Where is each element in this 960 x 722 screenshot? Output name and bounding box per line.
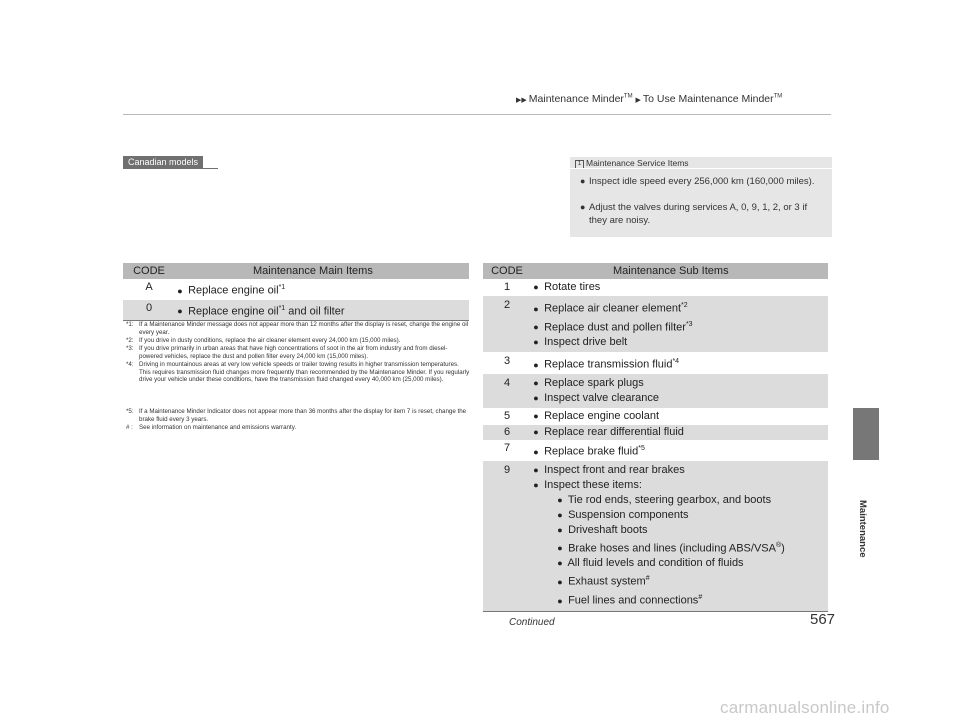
sub-items-table <box>483 263 828 612</box>
table-row: 6 ● Replace rear differential fluid <box>483 425 828 440</box>
arrow-icon: ▶ <box>635 97 641 104</box>
column-header-items: Maintenance Main Items <box>175 263 469 279</box>
header-divider <box>123 114 831 115</box>
bullet-icon: ● <box>580 176 586 186</box>
table-row: 3 ● Replace transmission fluid$^{*4}$ <box>483 352 828 374</box>
bullet-icon: ● <box>533 410 539 421</box>
column-header-code: CODE <box>483 263 531 279</box>
table-row: 4 ● Replace spark plugs ● Inspect valve clearance <box>483 374 828 408</box>
list-item: ● Replace air cleaner element$^{*2}$ <box>531 298 828 317</box>
bullet-icon: ● <box>533 479 539 490</box>
page-number: 567 <box>810 611 836 628</box>
sub-list-item: ● Driveshaft boots <box>531 523 828 538</box>
breadcrumb-part-2[interactable]: To Use Maintenance Minder <box>642 93 774 105</box>
table-row: 5 ● Replace engine coolant <box>483 408 828 425</box>
column-header-items: Maintenance Sub Items <box>531 263 828 279</box>
bullet-icon: ● <box>533 359 539 370</box>
sub-list-item: ● All fluid levels and condition of fluids <box>531 556 828 571</box>
bullet-icon: ● <box>533 392 539 403</box>
sub-list-item: ● Brake hoses and lines (including ABS/VSA®) <box>531 538 828 557</box>
bullet-icon: ● <box>557 558 563 569</box>
bullet-icon: ● <box>557 524 563 535</box>
breadcrumb-part-1[interactable]: Maintenance Minder <box>528 93 624 105</box>
section-tab-marker <box>853 408 879 460</box>
trademark-mark: TM <box>773 93 783 100</box>
region-badge: Canadian models <box>123 156 203 169</box>
bullet-icon: ● <box>557 494 563 505</box>
bullet-icon: ● <box>580 202 586 212</box>
table-row: 7 ● Replace brake fluid$^{*5}$ <box>483 440 828 461</box>
bullet-icon: ● <box>557 509 563 520</box>
note-item: ● Inspect idle speed every 256,000 km (160,000 miles). <box>580 176 815 187</box>
trademark-mark: TM <box>623 93 633 100</box>
footnote: *2: If you drive in dusty conditions, replace the air cleaner element every 24,000 km (15,000 miles). <box>126 337 401 344</box>
list-item: ● Inspect front and rear brakes <box>531 463 828 478</box>
table-row: 9 ● Inspect front and rear brakes ● Inspect these items: ● Tie rod ends, steering gearbox, and boots ● Suspension components ● Driveshaft boots ● Brake hoses and lines (including ABS/VSA®) ● All fluid levels and condition of fluids ● Exhaust system# ● Fuel lines and connections# <box>483 461 828 611</box>
row-item: ● Replace engine oil$^{*1}$ <box>175 279 469 300</box>
row-code: 0 <box>123 300 175 321</box>
bullet-icon: ● <box>533 426 539 437</box>
row-code: A <box>145 281 153 293</box>
note-divider <box>570 168 832 169</box>
main-items-table <box>123 263 469 321</box>
bullet-icon: ● <box>533 282 539 292</box>
bullet-icon: ● <box>557 595 563 606</box>
list-item: ● Replace spark plugs <box>531 376 828 391</box>
sub-list-item: ● Fuel lines and connections# <box>531 590 828 609</box>
note-icon: 1 <box>575 160 584 169</box>
footnote: *5: If a Maintenance Minder Indicator does not appear more than 36 months after the display for item 7 is reset, change the brake fluid every 3 years. <box>126 408 467 423</box>
list-item: ● Replace dust and pollen filter$^{*3}$ <box>531 317 828 336</box>
sub-list-item: ● Tie rod ends, steering gearbox, and boots <box>531 493 828 508</box>
table-row <box>123 300 469 321</box>
section-tab-label: Maintenance <box>857 500 868 558</box>
row-item: ● Replace engine oil$^{*1}$ and oil filter <box>175 300 469 321</box>
breadcrumb <box>516 93 782 105</box>
list-item: ● Inspect drive belt <box>531 335 828 350</box>
bullet-icon: ● <box>557 576 563 587</box>
footnote: *3: If you drive primarily in urban areas that have high concentrations of soot in the air from industry and from diesel-powered vehicles, replace the dust and pollen filter every 24,000 km (15,000 miles). <box>126 345 448 360</box>
bullet-icon: ● <box>533 377 539 388</box>
bullet-icon: ● <box>557 543 563 554</box>
table-row: 2 ● Replace air cleaner element$^{*2}$ ● Replace dust and pollen filter$^{*3}$ ● Inspect drive belt <box>483 296 828 352</box>
continued-label: Continued <box>509 617 555 628</box>
note-title-text: Maintenance Service Items <box>586 158 689 168</box>
bullet-icon: ● <box>533 464 539 475</box>
table-header-row <box>123 263 469 279</box>
table-row <box>123 279 469 300</box>
footnote: # : See information on maintenance and emissions warranty. <box>126 424 297 431</box>
bullet-icon: ● <box>177 306 183 317</box>
footnote: *1: If a Maintenance Minder message does not appear more than 12 months after the display is reset, change the engine oil every year. <box>126 321 469 336</box>
double-arrow-icon: ▶▶ <box>516 97 527 104</box>
bullet-icon: ● <box>533 322 539 333</box>
table-header-row <box>483 263 828 279</box>
sub-list-item: ● Exhaust system# <box>531 571 828 590</box>
bullet-icon: ● <box>533 446 539 457</box>
region-badge-underline <box>123 168 218 169</box>
watermark: carmanualsonline.info <box>720 698 890 717</box>
bullet-icon: ● <box>533 337 539 348</box>
bullet-icon: ● <box>177 285 183 296</box>
column-header-code: CODE <box>123 263 175 279</box>
sub-list-item: ● Suspension components <box>531 508 828 523</box>
list-item: ● Inspect valve clearance <box>531 391 828 406</box>
note-item: ● Adjust the valves during services A, 0, 9, 1, 2, or 3 if they are noisy. <box>580 202 808 226</box>
list-item: ● Inspect these items: <box>531 478 828 493</box>
footnote: *4: Driving in mountainous areas at very low vehicle speeds or trailer towing results in higher transmission temperatures. This requires transmission fluid changes more frequently than recommended by the Maintenance Minder. If you regularly drive your vehicle under these conditions, have the transmission fluid changed every 40,000 km (25,000 miles). <box>126 361 470 383</box>
table-row: 1 ● Rotate tires <box>483 279 828 296</box>
bullet-icon: ● <box>533 303 539 314</box>
